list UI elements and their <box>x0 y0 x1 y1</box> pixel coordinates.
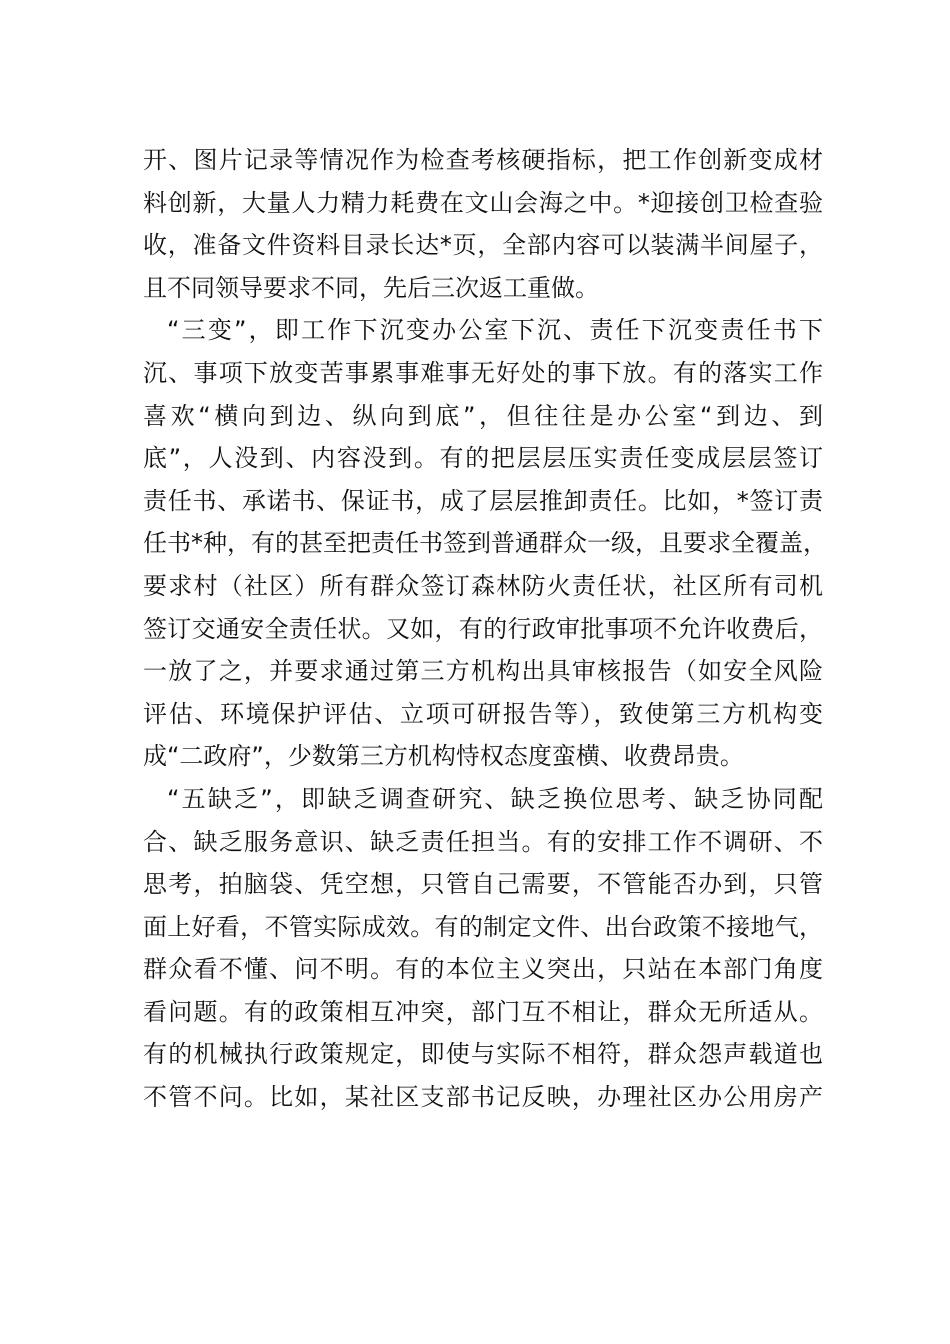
paragraph <box>143 139 823 309</box>
text-line: 一放了之，并要求通过第三方机构出具审核报告（如安全风险 <box>143 657 823 686</box>
paragraph <box>143 309 827 778</box>
text-line: 有的机械执行政策规定，即使与实际不相符，群众怨声载道也 <box>143 1040 823 1069</box>
text-line: 任书*种，有的甚至把责任书签到普通群众一级，且要求全覆盖， <box>143 529 827 558</box>
text-line: “三变”，即工作下沉变办公室下沉、责任下沉变责任书下 <box>167 316 823 345</box>
body-text <box>143 139 827 1119</box>
text-line: 责任书、承诺书、保证书，成了层层推卸责任。比如，*签订责 <box>143 486 823 515</box>
paragraph <box>143 778 823 1119</box>
text-line: 不管不问。比如，某社区支部书记反映，办理社区办公用房产 <box>143 1083 823 1112</box>
text-line: “五缺乏”，即缺乏调查研究、缺乏换位思考、缺乏协同配 <box>167 784 823 813</box>
text-line: 沉、事项下放变苦事累事难事无好处的事下放。有的落实工作 <box>143 358 823 387</box>
text-line: 收，准备文件资料目录长达*页，全部内容可以装满半间屋子， <box>143 231 823 260</box>
text-line: 成“二政府”，少数第三方机构恃权态度蛮横、收费昂贵。 <box>143 742 744 771</box>
text-line: 评估、环境保护评估、立项可研报告等），致使第三方机构变 <box>143 699 823 728</box>
text-line: 看问题。有的政策相互冲突，部门互不相让，群众无所适从。 <box>143 997 823 1026</box>
text-line: 料创新，大量人力精力耗费在文山会海之中。*迎接创卫检查验 <box>143 188 823 217</box>
text-line: 要求村（社区）所有群众签订森林防火责任状，社区所有司机 <box>143 571 823 600</box>
text-line: 合、缺乏服务意识、缺乏责任担当。有的安排工作不调研、不 <box>143 827 823 856</box>
text-line: 签订交通安全责任状。又如，有的行政审批事项不允许收费后， <box>143 614 823 643</box>
text-line: 开、图片记录等情况作为检查考核硬指标，把工作创新变成材 <box>143 146 823 174</box>
text-line: 喜欢“横向到边、纵向到底”，但往往是办公室“到边、到 <box>143 401 823 430</box>
text-line: 思考，拍脑袋、凭空想，只管自己需要，不管能否办到，只管 <box>143 870 823 899</box>
text-line: 且不同领导要求不同，先后三次返工重做。 <box>143 273 599 302</box>
text-line: 面上好看，不管实际成效。有的制定文件、出台政策不接地气， <box>143 912 823 941</box>
text-line: 底”，人没到、内容没到。有的把层层压实责任变成层层签订 <box>143 444 823 473</box>
text-line: 群众看不懂、问不明。有的本位主义突出，只站在本部门角度 <box>143 955 823 984</box>
